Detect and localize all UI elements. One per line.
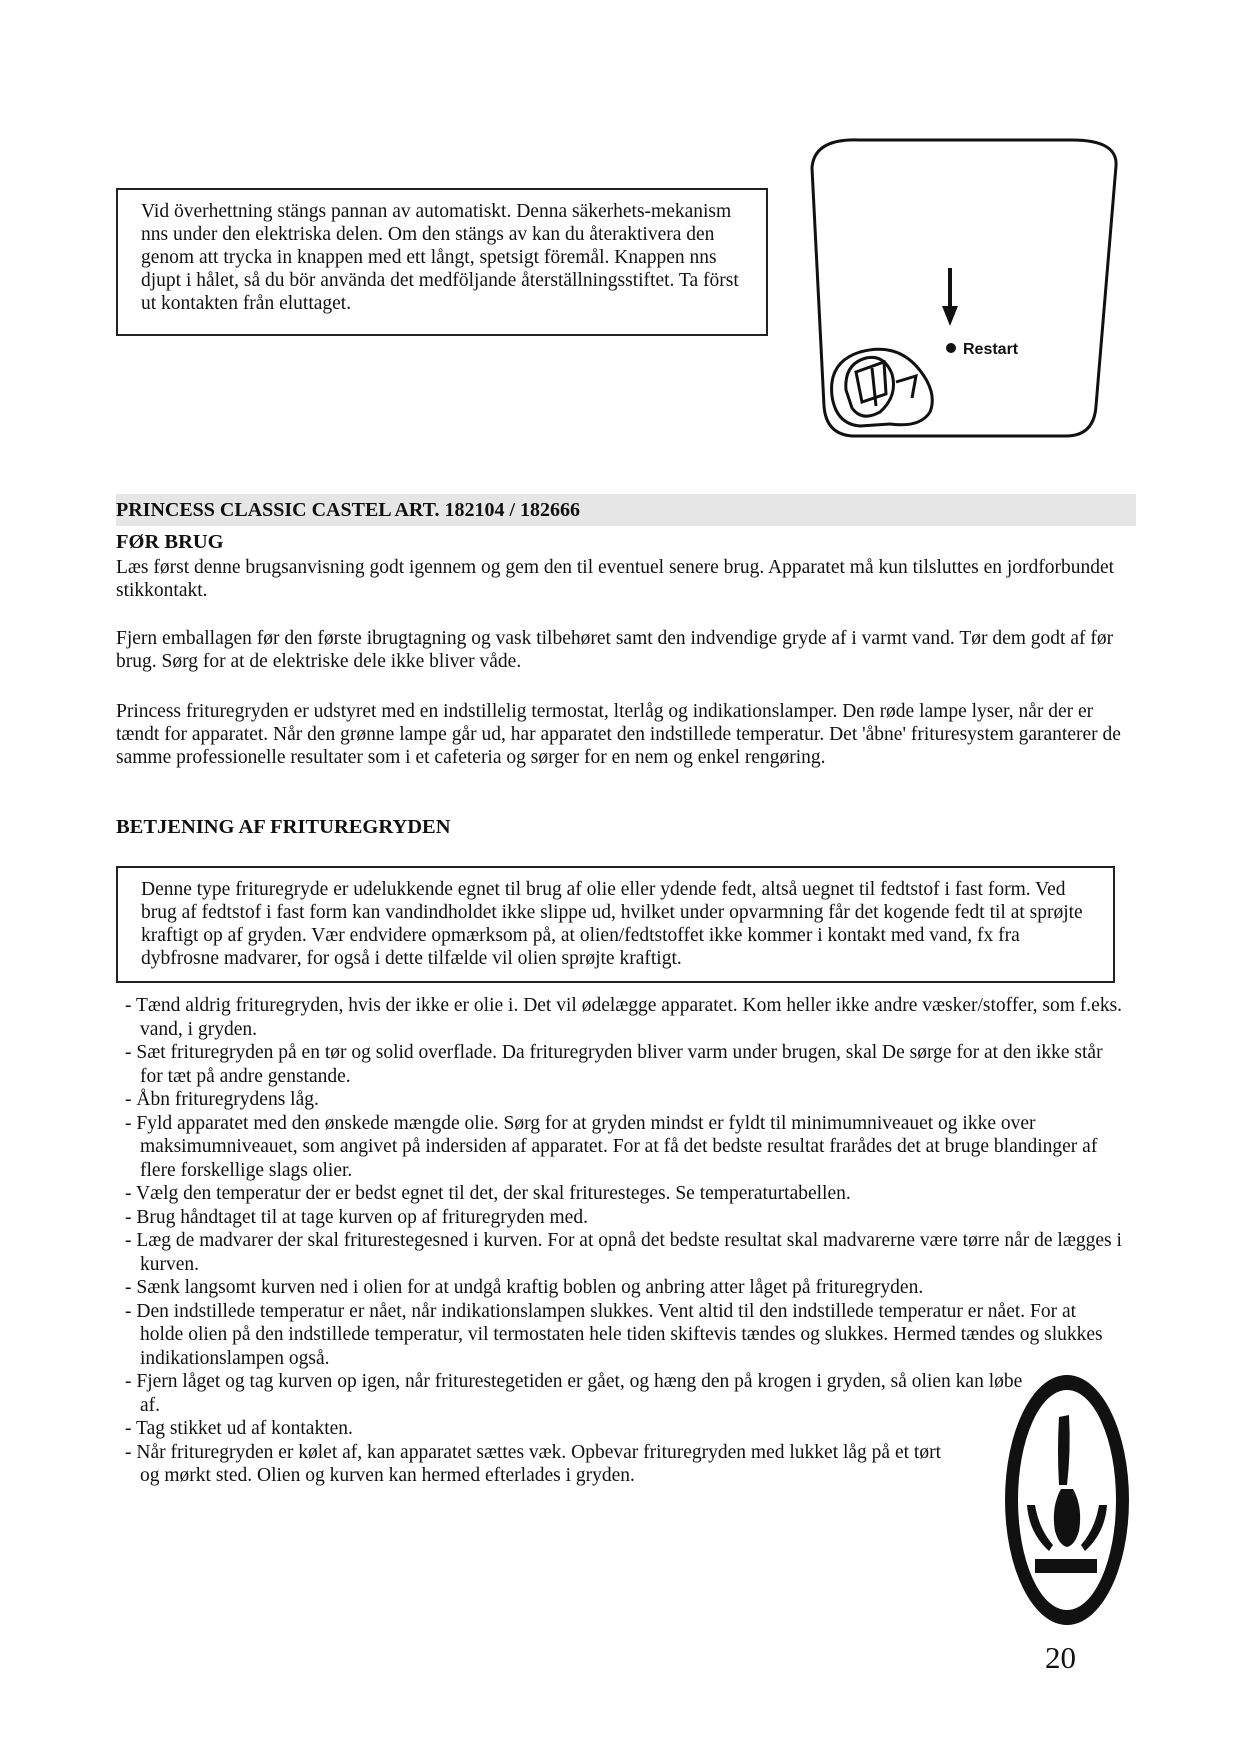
arrow-head-icon bbox=[942, 306, 958, 326]
list-item: - Brug håndtaget til at tage kurven op af frituregryden med. bbox=[125, 1206, 588, 1228]
appliance-outline bbox=[812, 140, 1116, 436]
list-item: - Åbn frituregrydens låg. bbox=[125, 1089, 319, 1110]
before-use-paragraph-1: Læs først denne brugsanvisning godt igennem og gem den til eventuel senere brug. Apparatet må kun tilsluttes en jordforbundet stikkontakt. bbox=[116, 557, 1115, 601]
list-item: - Fjern låget og tag kurven op igen, når friturestegetiden er gået, og hæng den på krogen i gryden, så olien kan løbe af. bbox=[125, 1371, 1023, 1416]
reset-knob-icon bbox=[832, 349, 933, 426]
operation-heading: BETJENING AF FRITUREGRYDEN bbox=[116, 816, 451, 838]
swedish-notice-text: Vid överhettning stängs pannan av automatiskt. Denna säkerhets-mekanism nns under den elektriska delen. Om den stängs av kan du återaktivera den genom att trycka in knappen med ett långt, spetsigt föremål. Knappen nns djupt i hålet, så du bör använda det medföljande återställningsstiftet. Ta först ut kontakten från eluttaget. bbox=[141, 201, 739, 314]
swedish-notice-box bbox=[116, 188, 768, 336]
bullet-dot-icon bbox=[946, 343, 956, 353]
list-item: - Læg de madvarer der skal friturestegesned i kurven. For at opnå det bedste resultat skal madvarerne være tørre når de lægges i kurven. bbox=[125, 1230, 1122, 1275]
list-item: - Tænd aldrig frituregryden, hvis der ikke er olie i. Det vil ødelægge apparatet. Kom heller ikke andre væsker/stoffer, som f.eks. vand, i gryden. bbox=[125, 995, 1123, 1040]
operation-notice-box bbox=[116, 866, 1115, 983]
list-item: - Sæt frituregryden på en tør og solid overflade. Da frituregryden bliver varm under brugen, skal De sørge for at den ikke står for tæt på andre genstande. bbox=[125, 1042, 1103, 1087]
list-item: - Tag stikket ud af kontakten. bbox=[125, 1418, 353, 1439]
restart-label: Restart bbox=[963, 341, 1019, 358]
list-item: - Sænk langsomt kurven ned i olien for at undgå kraftig boblen og anbring atter låget på frituregryden. bbox=[125, 1277, 924, 1298]
before-use-paragraph-3: Princess frituregryden er udstyret med en indstillelig termostat, lterlåg og indikationslamper. Den røde lampe lyser, når der er tændt for apparatet. Når den grønne lampe går ud, har apparatet den indstillede temperatur. Det 'åbne' frituresystem garanterer de samme professionelle resultater som i et cafeteria og sørger for en nem og enkel rengøring. bbox=[116, 701, 1121, 768]
list-item: - Vælg den temperatur der er bedst egnet til det, der skal frituresteges. Se temperaturtabellen. bbox=[125, 1183, 851, 1204]
list-item: - Den indstillede temperatur er nået, når indikationslampen slukkes. Vent altid til den indstillede temperatur er nået. For at holde olien på den indstillede temperatur, vil termostaten hele tiden skiftevis tændes og slukkes. Hermed tændes og slukkes indikationslampen også. bbox=[125, 1300, 1103, 1369]
restart-button-illustration bbox=[800, 136, 1130, 486]
product-heading: PRINCESS CLASSIC CASTEL ART. 182104 / 182666 bbox=[116, 494, 1136, 526]
page-number: 20 bbox=[1045, 1640, 1076, 1675]
list-item: - Når frituregryden er kølet af, kan apparatet sættes væk. Opbevar frituregryden med lukket låg på et tørt og mørkt sted. Olien og kurven kan hermed efterlades i gryden. bbox=[125, 1441, 941, 1486]
before-use-paragraph-2: Fjern emballagen før den første ibrugtagning og vask tilbehøret samt den indvendige gryde af i varmt vand. Tør dem godt af før brug. Sørg for at de elektriske dele ikke bliver våde. bbox=[116, 628, 1114, 672]
list-item: - Fyld apparatet med den ønskede mængde olie. Sørg for at gryden mindst er fyldt til minimumniveauet og ikke over maksimumniveauet, som angivet på indersiden af apparatet. For at få det bedste resultat frarådes det at bruge blandinger af flere forskellige slags olier. bbox=[125, 1112, 1098, 1181]
before-use-heading: FØR BRUG bbox=[116, 531, 224, 553]
fryer-symbol-icon bbox=[1003, 1373, 1131, 1627]
operation-steps-list bbox=[114, 994, 1124, 1488]
operation-notice-text: Denne type frituregryde er udelukkende egnet til brug af olie eller ydende fedt, altså uegnet til fedtstof i fast form. Ved brug af fedtstof i fast form kan vandindholdet ikke slippe ud, hvilket under opvarmning får det kogende fedt til at sprøjte kraftigt op af gryden. Vær endvidere opmærksom på, at olien/fedtstoffet ikke kommer i kontakt med vand, fx fra dybfrosne madvarer, for også i dette tilfælde vil olien sprøjte kraftigt. bbox=[141, 879, 1083, 969]
